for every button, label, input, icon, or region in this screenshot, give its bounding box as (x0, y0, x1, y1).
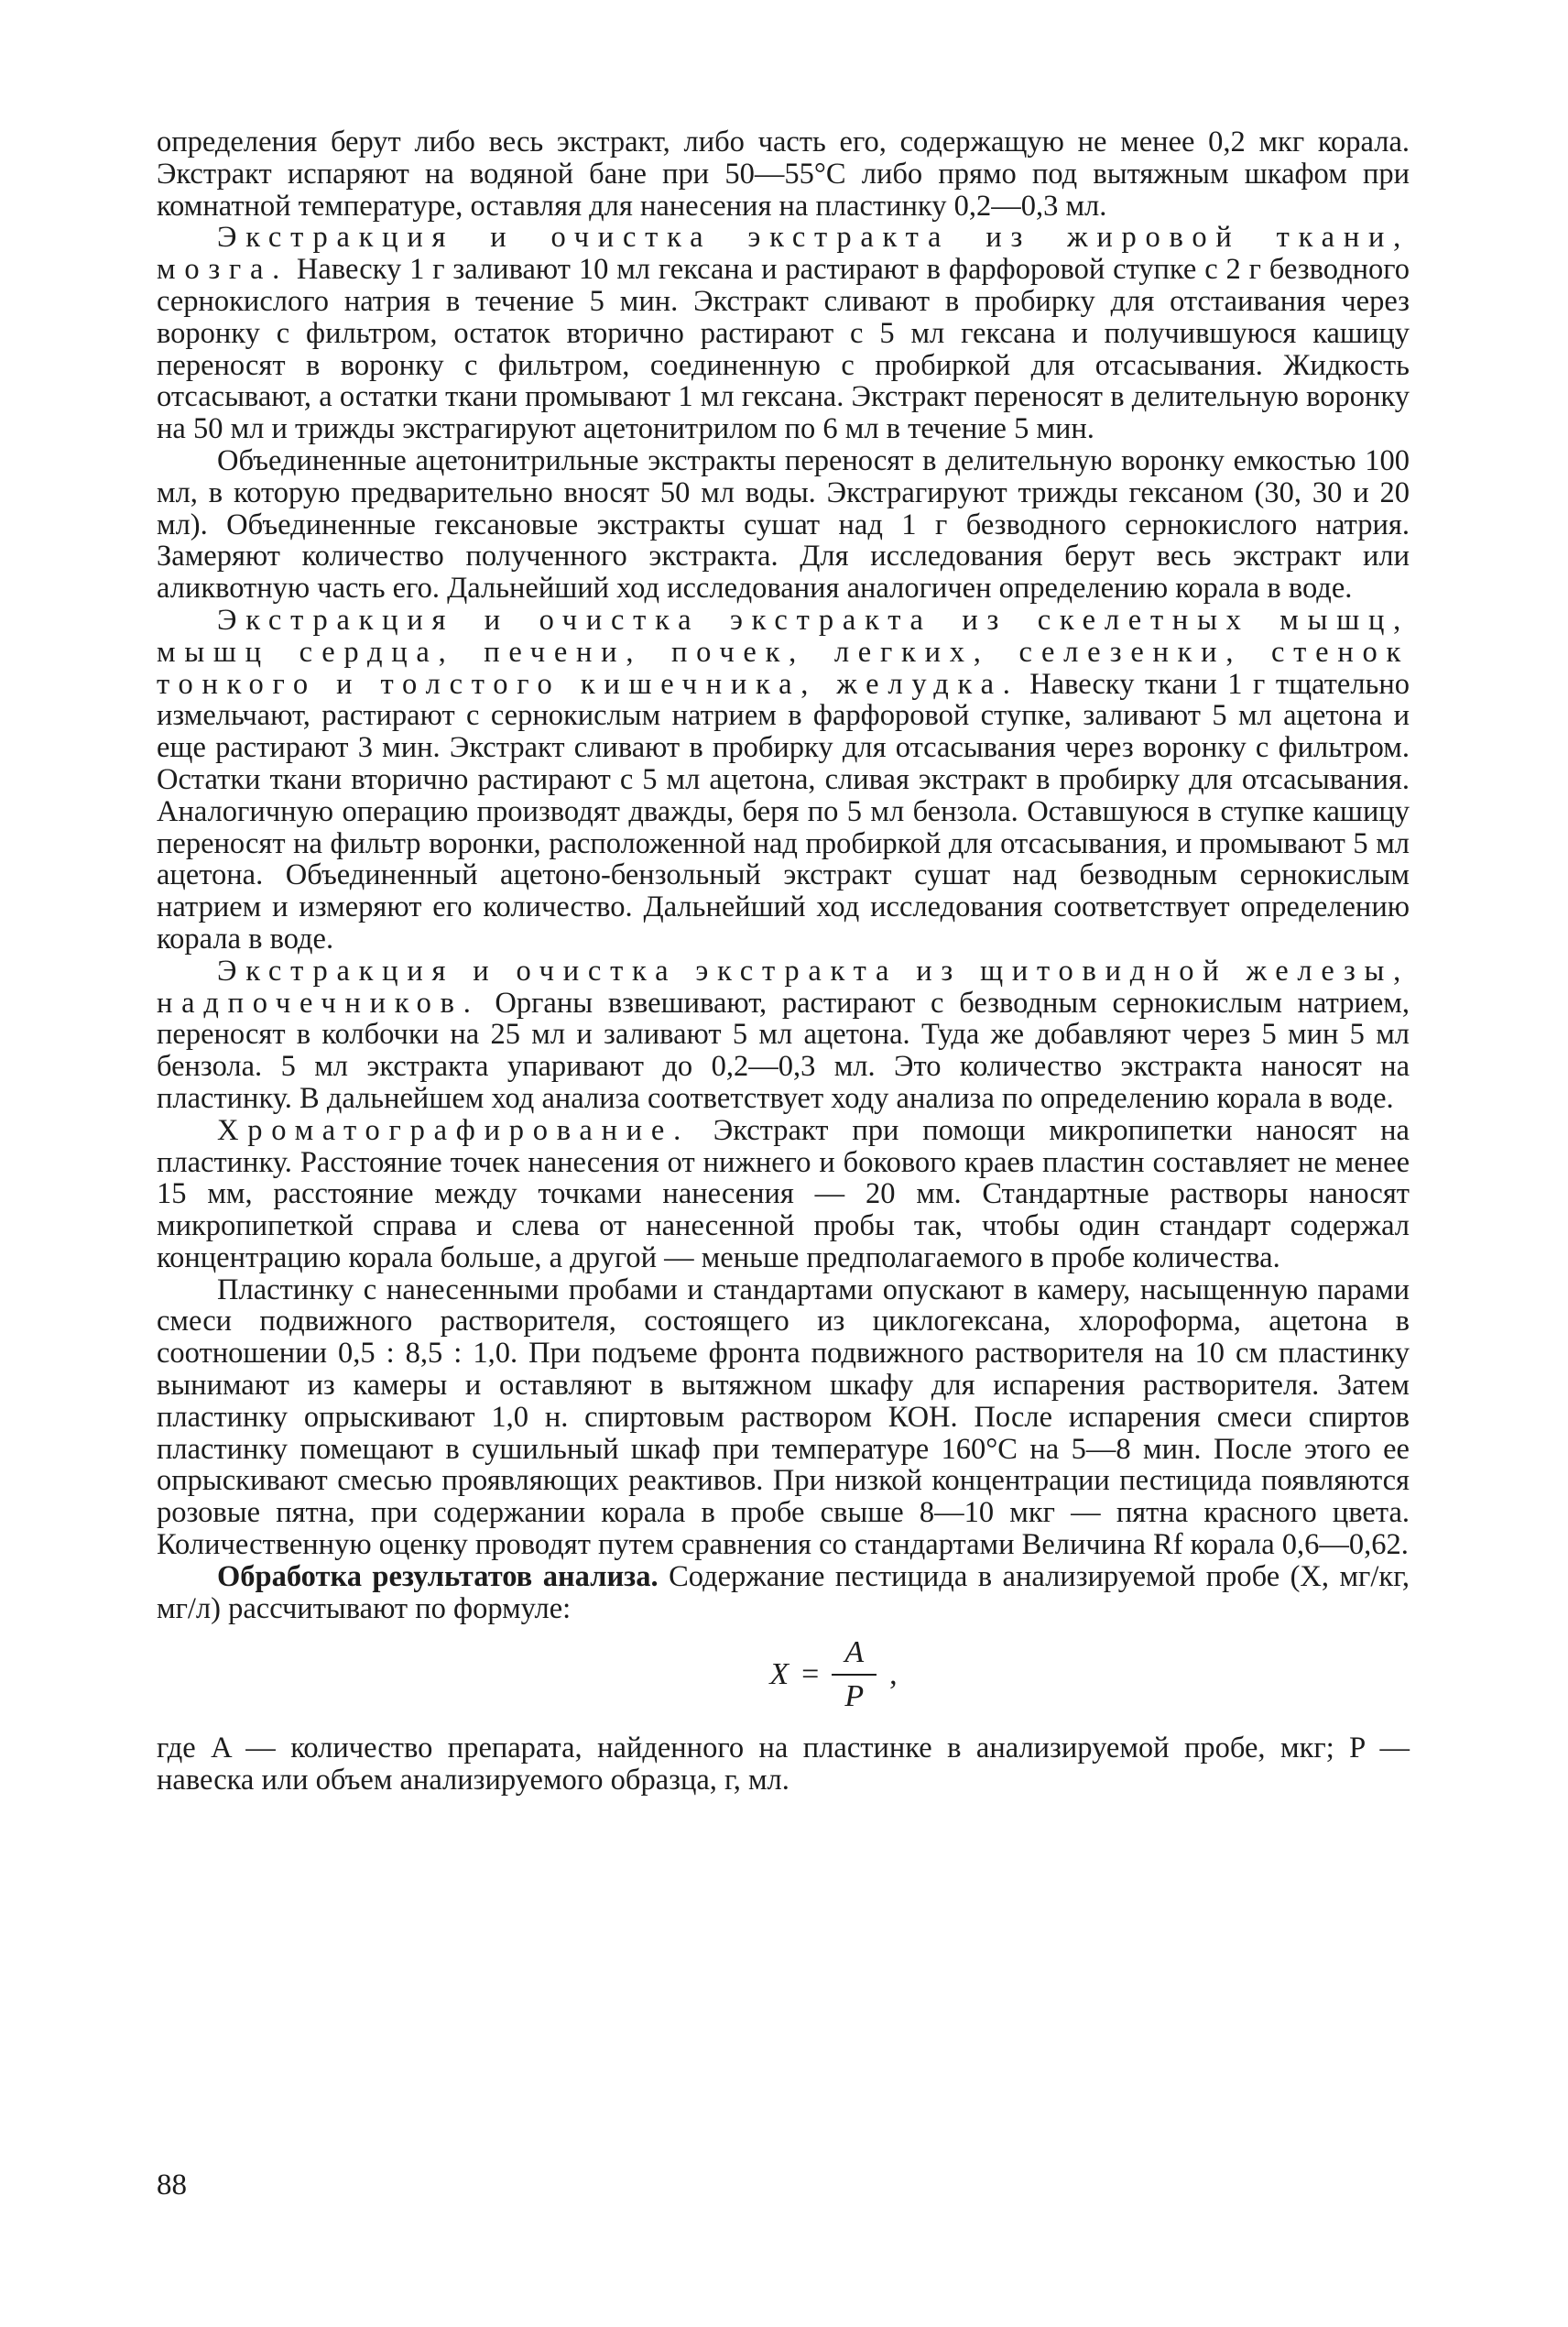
muscles-organs-heading: Экстракция и очистка экстракта из скелетных мышц, мышц сердца, печени, почек, легких, селезенки, стенок тонкого и толстого кишечника, желудка. (157, 603, 1410, 701)
formula-fraction (832, 1637, 877, 1712)
formula-equals: = (801, 1657, 820, 1692)
thyroid-adrenal-heading: Экстракция и очистка экстракта из щитовидной железы, надпочечников. (157, 954, 1410, 1020)
page-body (157, 126, 1410, 1797)
thyroid-adrenal-paragraph (157, 956, 1410, 1115)
fat-brain-paragraph (157, 222, 1410, 445)
muscles-organs-text: Навеску ткани 1 г тщательно измельчают, растирают с сернокислым натрием в фарфоровой ступке, заливают 5 мл ацетона и еще растирают 3 мин. Экстракт сливают в пробирку для отсасывания через воронку с фильтром. Остатки ткани вторично растирают с 5 мл ацетона, сливая экстракт в пробирку для отсасывания. Аналогичную операцию производят дважды, беря по 5 мл бензола. Оставшуюся в ступке кашицу переносят на фильтр воронки, расположенной над пробиркой для отсасывания, и промывают 5 мл ацетона. Объединенный ацетоно-бензольный экстракт сушат над безводным сернокислым натрием и измеряют его количество. Дальнейший ход исследования соответствует определению корала в воде. (157, 667, 1410, 956)
definitions-paragraph (157, 1732, 1410, 1797)
plate-procedure-paragraph (157, 1274, 1410, 1561)
muscles-organs-paragraph (157, 605, 1410, 956)
formula-trailing: , (889, 1657, 898, 1692)
chromatography-text: Экстракт при помощи микропипетки наносят на пластинку. Расстояние точек нанесения от нижнего и бокового краев пластин составляет не менее 15 мм, расстояние между точками нанесения — 20 мм. Стандартные растворы наносят микропипеткой справа и слева от нанесенной пробы так, чтобы один стандарт содержал концентрацию корала больше, а другой — меньше предполагаемого в пробе количества. (157, 1113, 1410, 1274)
formula-lhs: X (769, 1657, 789, 1692)
thyroid-adrenal-text: Органы взвешивают, растирают с безводным сернокислым натрием, переносят в колбочки на 25 мл и заливают 5 мл ацетона. Туда же добавляют через 5 мин 5 мл бензола. 5 мл экстракта упаривают до 0,2—0,3 мл. Это количество экстракта наносят на пластинку. В дальнейшем ход анализа соответствует ходу анализа по определению корала в воде. (157, 986, 1410, 1115)
definitions-text: где A — количество препарата, найденного на пластинке в анализируемой пробе, мкг; P — навеска или объем анализируемого образца, г, мл. (157, 1732, 1410, 1797)
fat-brain-text: Навеску 1 г заливают 10 мл гексана и растирают в фарфоровой ступке с 2 г безводного сернокислого натрия в течение 5 мин. Экстракт сливают в пробирку для отстаивания через воронку с фильтром, остаток вторично растирают с 5 мл гексана и получившуюся кашицу переносят в воронку с фильтром, соединенную с пробиркой для отсасывания. Жидкость отсасывают, а остатки ткани промывают 1 мл гексана. Экстракт переносят в делительную воронку на 50 мл и трижды экстрагируют ацетонитрилом по 6 мл в течение 5 мин. (157, 253, 1410, 446)
fat-brain-heading: Экстракция и очистка экстракта из жировой ткани, мозга. (157, 221, 1410, 287)
results-paragraph (157, 1561, 1410, 1625)
results-heading: Обработка результатов анализа. (217, 1559, 659, 1593)
formula-numerator: A (832, 1637, 877, 1676)
combined-extracts-text: Объединенные ацетонитрильные экстракты переносят в делительную воронку емкостью 100 мл, в которую предварительно вносят 50 мл воды. Экстрагируют трижды гексаном (30, 30 и 20 мл). Объединенные гексановые экстракты сушат над 1 г безводного сернокислого натрия. Замеряют количество полученного экстракта. Для исследования берут весь экстракт или аликвотную часть его. Дальнейший ход исследования аналогичен определению корала в воде. (157, 443, 1410, 606)
page-number: 88 (157, 2169, 187, 2201)
chromatography-heading: Хроматографирование. (217, 1113, 690, 1147)
plate-procedure-text: Пластинку с нанесенными пробами и стандартами опускают в камеру, насыщенную парами смеси подвижного растворителя, состоящего из циклогексана, хлороформа, ацетона в соотношении 0,5 : 8,5 : 1,0. При подъеме фронта подвижного растворителя на 10 см пластинку вынимают из камеры и оставляют в вытяжном шкафу для испарения растворителя. Затем пластинку опрыскивают 1,0 н. спиртовым раствором КОН. После испарения смеси спиртов пластинку помещают в сушильный шкаф при температуре 160°С на 5—8 мин. После этого ее опрыскивают смесью проявляющих реактивов. При низкой концентрации пестицида появляются розовые пятна, при содержании корала в пробе свыше 8—10 мкг — пятна красного цвета. Количественную оценку проводят путем сравнения со стандартами Величина Rf корала 0,6—0,62. (157, 1273, 1410, 1562)
formula-denominator: P (844, 1679, 865, 1714)
results-text: Содержание пестицида в анализируемой пробе (X, мг/кг, мг/л) рассчитывают по формуле: (157, 1559, 1410, 1625)
chromatography-paragraph (157, 1115, 1410, 1274)
formula-expression (769, 1637, 897, 1712)
intro-text: определения берут либо весь экстракт, либо часть его, содержащую не менее 0,2 мкг корала. Экстракт испаряют на водяной бане при 50—55°С либо прямо под вытяжным шкафом при комнатной температуре, оставляя для нанесения на пластинку 0,2—0,3 мл. (157, 126, 1410, 223)
intro-paragraph (157, 126, 1410, 222)
formula (157, 1637, 1410, 1712)
combined-extracts-paragraph (157, 445, 1410, 605)
